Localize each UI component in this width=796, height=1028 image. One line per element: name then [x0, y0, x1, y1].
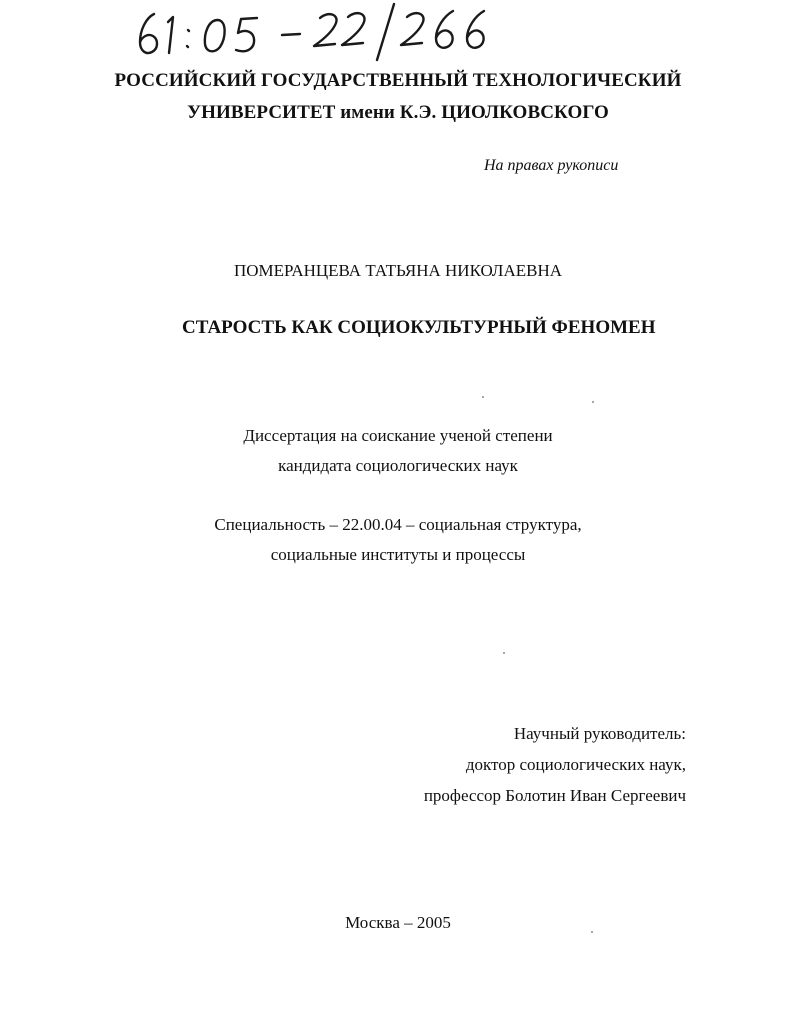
author-name: ПОМЕРАНЦЕВА ТАТЬЯНА НИКОЛАЕВНА	[233, 261, 563, 280]
university-name-line-1: РОССИЙСКИЙ ГОСУДАРСТВЕННЫЙ ТЕХНОЛОГИЧЕСКИЙ	[114, 70, 682, 91]
handwritten-catalog-code	[132, 0, 492, 62]
handwritten-catalog-code-drawing	[132, 0, 492, 62]
scan-speck	[503, 652, 505, 654]
scan-speck	[482, 396, 484, 398]
specialty-line-1: Специальность – 22.00.04 – социальная структура,	[214, 515, 582, 534]
scan-speck	[592, 401, 594, 403]
university-name-line-2: УНИВЕРСИТЕТ имени К.Э. ЦИОЛКОВСКОГО	[187, 102, 609, 123]
scan-speck	[591, 931, 593, 933]
rights-note: На правах рукописи	[484, 157, 619, 174]
specialty-line-2: социальные институты и процессы	[270, 545, 526, 564]
advisor-name: профессор Болотин Иван Сергеевич	[423, 786, 686, 805]
advisor-label: Научный руководитель:	[513, 724, 686, 743]
degree-line-2: кандидата социологических наук	[278, 456, 518, 475]
advisor-degree: доктор социологических наук,	[465, 755, 686, 774]
city-year: Москва – 2005	[345, 913, 451, 932]
degree-line-1: Диссертация на соискание ученой степени	[243, 426, 553, 445]
dissertation-title: СТАРОСТЬ КАК СОЦИОКУЛЬТУРНЫЙ ФЕНОМЕН	[182, 317, 656, 338]
